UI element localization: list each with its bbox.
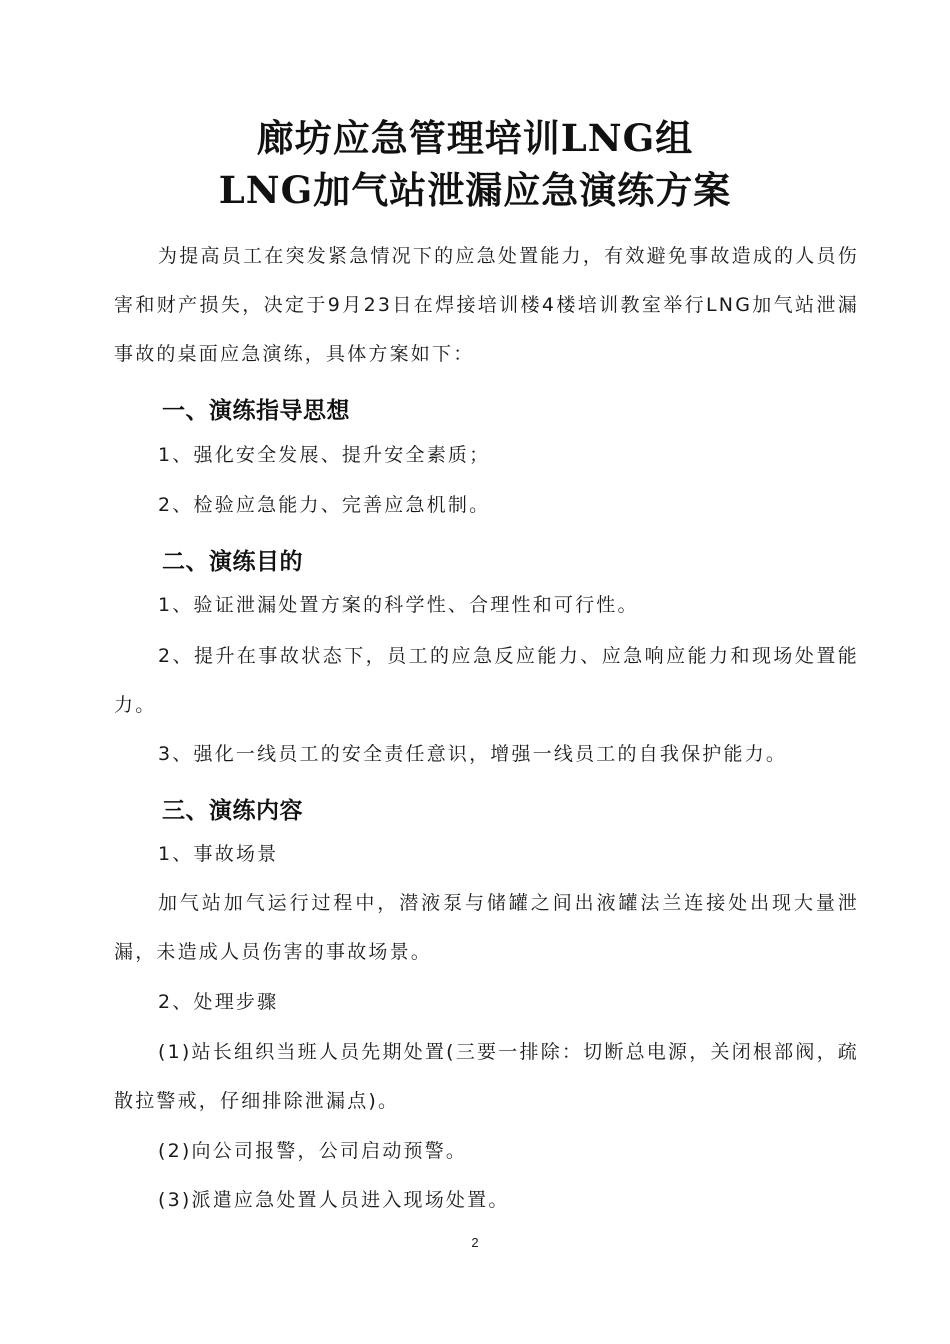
section-heading-content: 三、演练内容: [162, 798, 303, 824]
page-number: 2: [471, 1235, 479, 1250]
section-heading-purpose: 二、演练目的: [162, 549, 303, 575]
title-line-1: 廊坊应急管理培训LNG组: [256, 116, 694, 160]
list-item: 2、提升在事故状态下，员工的应急反应能力、应急响应能力和现场处置能力。: [114, 645, 859, 716]
list-item: 1、验证泄漏处置方案的科学性、合理性和可行性。: [158, 594, 639, 616]
list-item: 2、检验应急能力、完善应急机制。: [158, 494, 491, 516]
step-item: (2)向公司报警，公司启动预警。: [158, 1140, 468, 1162]
title-line-2: LNG加气站泄漏应急演练方案: [218, 168, 732, 212]
list-item: 1、强化安全发展、提升安全素质；: [158, 444, 491, 466]
scenario-paragraph: 加气站加气运行过程中，潜液泵与储罐之间出液罐法兰连接处出现大量泄漏，未造成人员伤害的事故场景。: [114, 892, 859, 963]
intro-paragraph: 为提高员工在突发紧急情况下的应急处置能力，有效避免事故造成的人员伤害和财产损失，决定于9月23日在焊接培训楼4楼培训教室举行LNG加气站泄漏事故的桌面应急演练，具体方案如下：: [114, 245, 859, 365]
subsection-title: 1、事故场景: [158, 843, 279, 865]
subsection-title: 2、处理步骤: [158, 991, 279, 1013]
step-item: (1)站长组织当班人员先期处置(三要一排除：切断总电源，关闭根部阀，疏散拉警戒，仔细排除泄漏点)。: [114, 1041, 859, 1112]
list-item: 3、强化一线员工的安全责任意识，增强一线员工的自我保护能力。: [158, 743, 788, 765]
section-heading-guiding-thought: 一、演练指导思想: [162, 398, 350, 424]
step-item: (3)派遣应急处置人员进入现场处置。: [158, 1189, 510, 1211]
